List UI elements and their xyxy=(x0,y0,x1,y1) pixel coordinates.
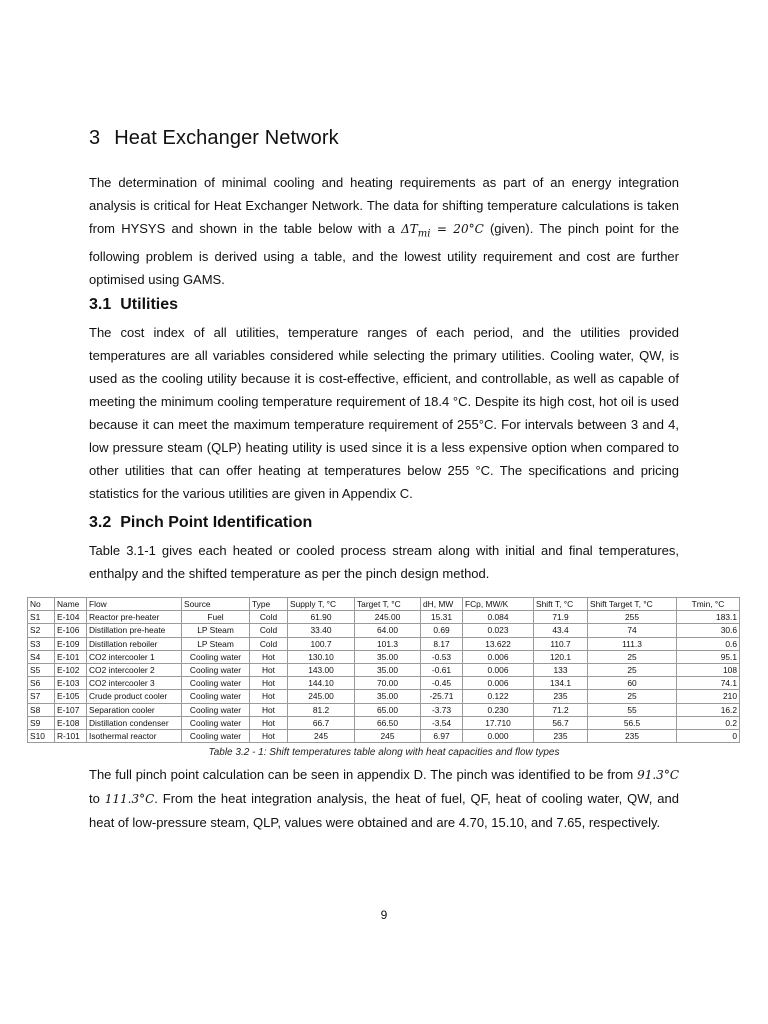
column-header: Supply T, °C xyxy=(288,598,355,611)
table-cell: Cooling water xyxy=(182,690,250,703)
table-cell: 35.00 xyxy=(355,690,421,703)
table-cell: S9 xyxy=(28,716,55,729)
table-cell: Hot xyxy=(250,690,288,703)
table-cell: 25 xyxy=(588,663,677,676)
table-cell: 66.7 xyxy=(288,716,355,729)
table-cell: 0.006 xyxy=(463,663,534,676)
table-cell: 134.1 xyxy=(534,677,588,690)
table-cell: 100.7 xyxy=(288,637,355,650)
pinch-title: Pinch Point Identification xyxy=(120,514,313,531)
column-header: dH, MW xyxy=(421,598,463,611)
table-cell: 71.2 xyxy=(534,703,588,716)
table-cell: 235 xyxy=(588,729,677,742)
table-cell: 65.00 xyxy=(355,703,421,716)
table-cell: -0.61 xyxy=(421,663,463,676)
table-cell: 55 xyxy=(588,703,677,716)
table-cell: 95.1 xyxy=(677,650,740,663)
pinch-from-value: 91.3°C xyxy=(637,768,679,782)
pinch-number: 3.2 xyxy=(89,514,112,531)
table-cell: LP Steam xyxy=(182,624,250,637)
table-cell: Distillation condenser xyxy=(87,716,182,729)
table-row xyxy=(28,663,740,676)
section-number: 3 xyxy=(89,127,101,149)
table-cell: Cold xyxy=(250,637,288,650)
table-cell: Separation cooler xyxy=(87,703,182,716)
table-cell: S3 xyxy=(28,637,55,650)
table-cell: 64.00 xyxy=(355,624,421,637)
utilities-number: 3.1 xyxy=(89,296,112,313)
table-cell: 0.084 xyxy=(463,611,534,624)
table-cell: 120.1 xyxy=(534,650,588,663)
column-header: Shift T, °C xyxy=(534,598,588,611)
table-body xyxy=(28,611,740,743)
table-cell: E-102 xyxy=(55,663,87,676)
table-cell: E-107 xyxy=(55,703,87,716)
table-cell: 0.023 xyxy=(463,624,534,637)
table-cell: -0.45 xyxy=(421,677,463,690)
table-cell: -3.54 xyxy=(421,716,463,729)
table-cell: S4 xyxy=(28,650,55,663)
column-header: FCp, MW/K xyxy=(463,598,534,611)
table-cell: 245.00 xyxy=(355,611,421,624)
table-cell: Cold xyxy=(250,611,288,624)
table-cell: -3.73 xyxy=(421,703,463,716)
table-cell: Distillation reboiler xyxy=(87,637,182,650)
table-cell: -0.53 xyxy=(421,650,463,663)
table-cell: 0 xyxy=(677,729,740,742)
table-cell: CO2 intercooler 2 xyxy=(87,663,182,676)
section-title: Heat Exchanger Network xyxy=(114,127,339,149)
table-cell: Crude product cooler xyxy=(87,690,182,703)
table-cell: E-101 xyxy=(55,650,87,663)
table-cell: 101.3 xyxy=(355,637,421,650)
table-cell: Cooling water xyxy=(182,677,250,690)
table-cell: 30.6 xyxy=(677,624,740,637)
table-cell: Cooling water xyxy=(182,729,250,742)
table-cell: E-106 xyxy=(55,624,87,637)
utilities-paragraph: The cost index of all utilities, temperature ranges of each period, and the utilities provided temperatures are all variables considered while selecting the primary utilities. Cooling water, QW, is used as the cooling utility because it is cost-effective, efficient, and controllable, as well as capable of meeting the minimum cooling temperature requirement of 18.4 °C. Despite its high cost, hot oil is used because it can meet the maximum temperature requirement of 255°C. For intervals between 3 and 4, low pressure steam (QLP) heating utility is used since it is a less expensive option when compared to other utilities that can offer heating at temperatures below 255 °C. The specifications and pricing statistics for the various utilities are given in Appendix C. xyxy=(89,325,679,501)
table-cell: 0.69 xyxy=(421,624,463,637)
column-header: Tmin, °C xyxy=(677,598,740,611)
table-cell: 66.50 xyxy=(355,716,421,729)
table-cell: S1 xyxy=(28,611,55,624)
table-cell: 245 xyxy=(288,729,355,742)
table-row xyxy=(28,677,740,690)
table-cell: 15.31 xyxy=(421,611,463,624)
table-header-row xyxy=(28,598,740,611)
table-cell: E-105 xyxy=(55,690,87,703)
table-cell: R-101 xyxy=(55,729,87,742)
table-cell: Hot xyxy=(250,716,288,729)
table-cell: -25.71 xyxy=(421,690,463,703)
table-cell: Cold xyxy=(250,624,288,637)
intro-text-2: (given). The pinch point for the following problem is derived using a table, and the lowest utility requirement and cost are further optimised using GAMS. xyxy=(89,221,680,288)
table-cell: 255 xyxy=(588,611,677,624)
table-cell: 16.2 xyxy=(677,703,740,716)
table-cell: 25 xyxy=(588,650,677,663)
table-cell: 56.7 xyxy=(534,716,588,729)
utilities-title: Utilities xyxy=(120,296,179,313)
table-cell: Cooling water xyxy=(182,716,250,729)
column-header: Type xyxy=(250,598,288,611)
column-header: Name xyxy=(55,598,87,611)
table-cell: Distillation pre-heate xyxy=(87,624,182,637)
table-cell: 144.10 xyxy=(288,677,355,690)
conclusion-paragraph xyxy=(89,763,679,834)
delta-t-value: = 20°C xyxy=(430,222,484,236)
table-cell: LP Steam xyxy=(182,637,250,650)
utilities-heading xyxy=(89,296,178,314)
table-cell: 81.2 xyxy=(288,703,355,716)
table-cell: Cooling water xyxy=(182,663,250,676)
page-number: 9 xyxy=(380,908,388,922)
table-cell: Hot xyxy=(250,729,288,742)
table-cell: 74 xyxy=(588,624,677,637)
column-header: No xyxy=(28,598,55,611)
table-cell: 17.710 xyxy=(463,716,534,729)
table-cell: Fuel xyxy=(182,611,250,624)
table-cell: 0.000 xyxy=(463,729,534,742)
table-cell: Hot xyxy=(250,650,288,663)
pinch-heading xyxy=(89,514,312,532)
table-cell: S8 xyxy=(28,703,55,716)
table-cell: S7 xyxy=(28,690,55,703)
table-cell: 35.00 xyxy=(355,650,421,663)
table-cell: Hot xyxy=(250,677,288,690)
table-cell: 0.6 xyxy=(677,637,740,650)
table-cell: 60 xyxy=(588,677,677,690)
delta-t-symbol: ΔT xyxy=(401,222,418,236)
table-cell: S10 xyxy=(28,729,55,742)
table-cell: CO2 intercooler 3 xyxy=(87,677,182,690)
table-cell: 0.006 xyxy=(463,677,534,690)
table-cell: S2 xyxy=(28,624,55,637)
column-header: Shift Target T, °C xyxy=(588,598,677,611)
table-cell: 245 xyxy=(355,729,421,742)
pinch-paragraph: Table 3.1-1 gives each heated or cooled process stream along with initial and final temperatures, enthalpy and the shifted temperature as per the pinch design method. xyxy=(89,543,679,581)
table-cell: 33.40 xyxy=(288,624,355,637)
conclusion-text-1: The full pinch point calculation can be seen in appendix D. The pinch was identified to be from xyxy=(89,767,638,782)
table-cell: 71.9 xyxy=(534,611,588,624)
table-row xyxy=(28,716,740,729)
table-cell: 56.5 xyxy=(588,716,677,729)
table-cell: 245.00 xyxy=(288,690,355,703)
table-cell: 133 xyxy=(534,663,588,676)
table-cell: 111.3 xyxy=(588,637,677,650)
section-heading xyxy=(89,127,339,150)
table-cell: Hot xyxy=(250,663,288,676)
table-cell: S6 xyxy=(28,677,55,690)
table-row xyxy=(28,690,740,703)
table-row xyxy=(28,729,740,742)
table-cell: 25 xyxy=(588,690,677,703)
table-cell: Hot xyxy=(250,703,288,716)
column-header: Source xyxy=(182,598,250,611)
table-cell: Cooling water xyxy=(182,650,250,663)
delta-t-subscript: mi xyxy=(417,228,431,240)
table-row xyxy=(28,703,740,716)
table-cell: 183.1 xyxy=(677,611,740,624)
table-cell: 130.10 xyxy=(288,650,355,663)
table-cell: 35.00 xyxy=(355,663,421,676)
table-cell: 110.7 xyxy=(534,637,588,650)
table-cell: 235 xyxy=(534,690,588,703)
delta-t-formula xyxy=(401,222,484,240)
table-cell: 0.230 xyxy=(463,703,534,716)
table-cell: 235 xyxy=(534,729,588,742)
table-cell: 8.17 xyxy=(421,637,463,650)
table-cell: 210 xyxy=(677,690,740,703)
table-cell: Reactor pre-heater xyxy=(87,611,182,624)
table-cell: Isothermal reactor xyxy=(87,729,182,742)
table-row xyxy=(28,624,740,637)
intro-text-1: The determination of minimal cooling and heating requirements as part of an energy integration analysis is critical for Heat Exchanger Network. The data for shifting temperature calculations is taken from HYSYS and shown in the table below with a xyxy=(89,175,679,236)
table-cell: CO2 intercooler 1 xyxy=(87,650,182,663)
column-header: Flow xyxy=(87,598,182,611)
table-cell: 70.00 xyxy=(355,677,421,690)
shift-temperatures-table xyxy=(27,597,740,743)
table-cell: 61.90 xyxy=(288,611,355,624)
intro-paragraph xyxy=(89,171,679,291)
table-cell: 6.97 xyxy=(421,729,463,742)
table-row xyxy=(28,637,740,650)
table-row xyxy=(28,611,740,624)
table-cell: 108 xyxy=(677,663,740,676)
table-cell: S5 xyxy=(28,663,55,676)
table-cell: E-109 xyxy=(55,637,87,650)
table-cell: 0.006 xyxy=(463,650,534,663)
table-cell: 0.2 xyxy=(677,716,740,729)
table-cell: E-104 xyxy=(55,611,87,624)
table-caption: Table 3.2 - 1: Shift temperatures table along with heat capacities and flow types xyxy=(208,747,560,758)
column-header: Target T, °C xyxy=(355,598,421,611)
conclusion-to-word: to xyxy=(89,791,105,806)
table-cell: 74.1 xyxy=(677,677,740,690)
table-cell: E-108 xyxy=(55,716,87,729)
conclusion-text-2: . From the heat integration analysis, the heat of fuel, QF, heat of cooling water, QW, and heat of low-pressure steam, QLP, values were obtained and are 4.70, 15.10, and 7.65, respectively. xyxy=(89,791,679,830)
table-cell: 13.622 xyxy=(463,637,534,650)
table-cell: 143.00 xyxy=(288,663,355,676)
table-cell: E-103 xyxy=(55,677,87,690)
table-row xyxy=(28,650,740,663)
pinch-to-value: 111.3°C xyxy=(104,792,155,806)
table-cell: 43.4 xyxy=(534,624,588,637)
table-cell: Cooling water xyxy=(182,703,250,716)
table-cell: 0.122 xyxy=(463,690,534,703)
